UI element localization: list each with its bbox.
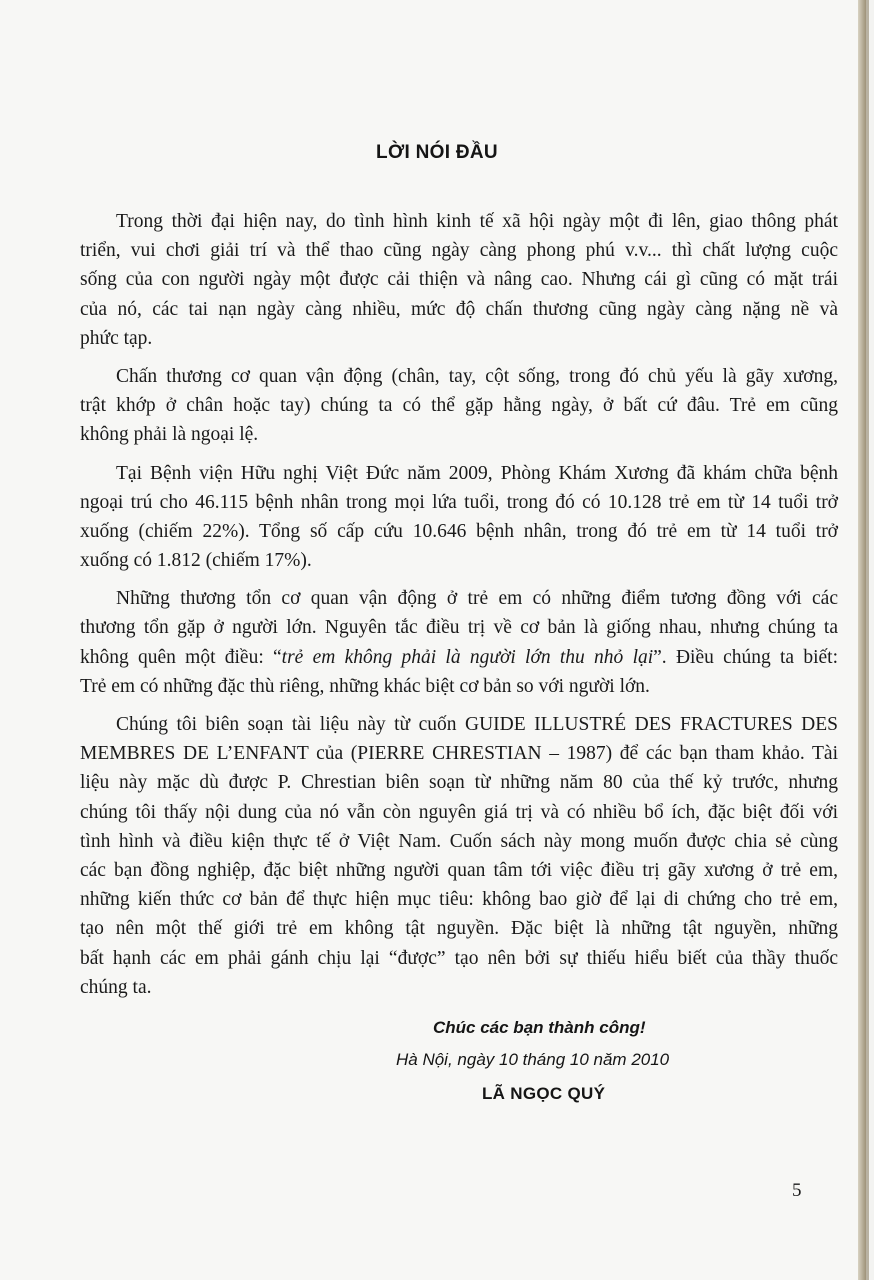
closing-line: Chúc các bạn thành công!: [433, 1018, 646, 1037]
text-line: trật khớp ở chân hoặc tay) chúng ta có thể gặp hằng ngày, ở bất cứ đâu. Trẻ em cũng: [80, 395, 838, 417]
text-line: xuống có 1.812 (chiếm 17%).: [80, 550, 312, 572]
text-segment: không quên một điều: “: [80, 646, 282, 668]
text-line: chúng ta.: [80, 976, 152, 998]
preface-body: [80, 207, 838, 1011]
text-line: không phải là ngoại lệ.: [80, 424, 259, 446]
text-line: các bạn đồng nghiệp, đặc biệt những người quan tâm tới việc điều trị gãy xương ở trẻ em,: [80, 859, 838, 881]
paragraph: [80, 362, 838, 450]
text-line: Tại Bệnh viện Hữu nghị Việt Đức năm 2009, Phòng Khám Xương đã khám chữa bệnh: [116, 462, 838, 484]
text-line: Những thương tổn cơ quan vận động ở trẻ em có những điểm tương đồng với các: [116, 588, 838, 610]
text-line: [80, 643, 838, 672]
paragraph: [80, 459, 838, 576]
text-line: triển, vui chơi giải trí và thể thao cũng ngày càng phong phú v.v... thì chất lượng cuộc: [80, 240, 838, 262]
author-name: LÃ NGỌC QUÝ: [482, 1084, 606, 1103]
text-line: của nó, các tai nạn ngày càng nhiều, mức độ chấn thương cũng ngày càng nặng nề và: [80, 298, 838, 320]
text-segment: ”. Điều chúng ta biết:: [653, 646, 838, 668]
text-line: liệu này mặc dù được P. Chrestian biên soạn từ những năm 80 của thế kỷ trước, nhưng: [80, 772, 838, 794]
paragraph: [80, 584, 838, 701]
page-title: LỜI NÓI ĐẦU: [376, 142, 498, 163]
page-edge: [858, 0, 866, 1280]
place-date: Hà Nội, ngày 10 tháng 10 năm 2010: [396, 1050, 670, 1069]
text-line: Trong thời đại hiện nay, do tình hình kinh tế xã hội ngày một đi lên, giao thông phát: [116, 211, 838, 232]
text-line: sống của con người ngày một được cải thiện và nâng cao. Nhưng cái gì cũng có mặt trái: [80, 269, 838, 291]
paragraph: [80, 710, 838, 1002]
text-line: ngoại trú cho 46.115 bệnh nhân trong mọi lứa tuổi, trong đó có 10.128 trẻ em từ 14 tuổi trở: [80, 491, 838, 513]
text-line: xuống (chiếm 22%). Tổng số cấp cứu 10.646 bệnh nhân, trong đó trẻ em từ 14 tuổi trở: [80, 520, 838, 542]
page-number: 5: [792, 1180, 802, 1201]
text-line: bất hạnh các em phải gánh chịu lại “được” tạo nên bởi sự thiếu hiểu biết của thầy thuốc: [80, 947, 838, 969]
paragraph: [80, 207, 838, 353]
text-line: Trẻ em có những đặc thù riêng, những khác biệt cơ bản so với người lớn.: [80, 675, 650, 697]
text-line: MEMBRES DE L’ENFANT của (PIERRE CHRESTIAN – 1987) để các bạn tham khảo. Tài: [80, 743, 838, 765]
text-line: những kiến thức cơ bản để thực hiện mục tiêu: không bao giờ để lại di chứng cho trẻ em,: [80, 889, 838, 911]
text-line: Chúng tôi biên soạn tài liệu này từ cuốn GUIDE ILLUSTRÉ DES FRACTURES DES: [116, 714, 838, 735]
italic-quote: trẻ em không phải là người lớn thu nhỏ lại: [281, 646, 654, 668]
text-line: phức tạp.: [80, 327, 153, 349]
text-line: tạo nên một thế giới trẻ em không tật nguyền. Đặc biệt là những tật nguyền, những: [80, 918, 838, 940]
text-line: thương tổn gặp ở người lớn. Nguyên tắc điều trị về cơ bản là giống nhau, nhưng chúng ta: [80, 617, 838, 639]
text-line: Chấn thương cơ quan vận động (chân, tay, cột sống, trong đó chủ yếu là gãy xương,: [116, 365, 838, 387]
text-line: chúng tôi thấy nội dung của nó vẫn còn nguyên giá trị và có nhiều bổ ích, đặc biệt đối với: [80, 801, 838, 823]
text-line: tình hình và điều kiện thực tế ở Việt Nam. Cuốn sách này mong muốn được chia sẻ cùng: [80, 830, 838, 852]
